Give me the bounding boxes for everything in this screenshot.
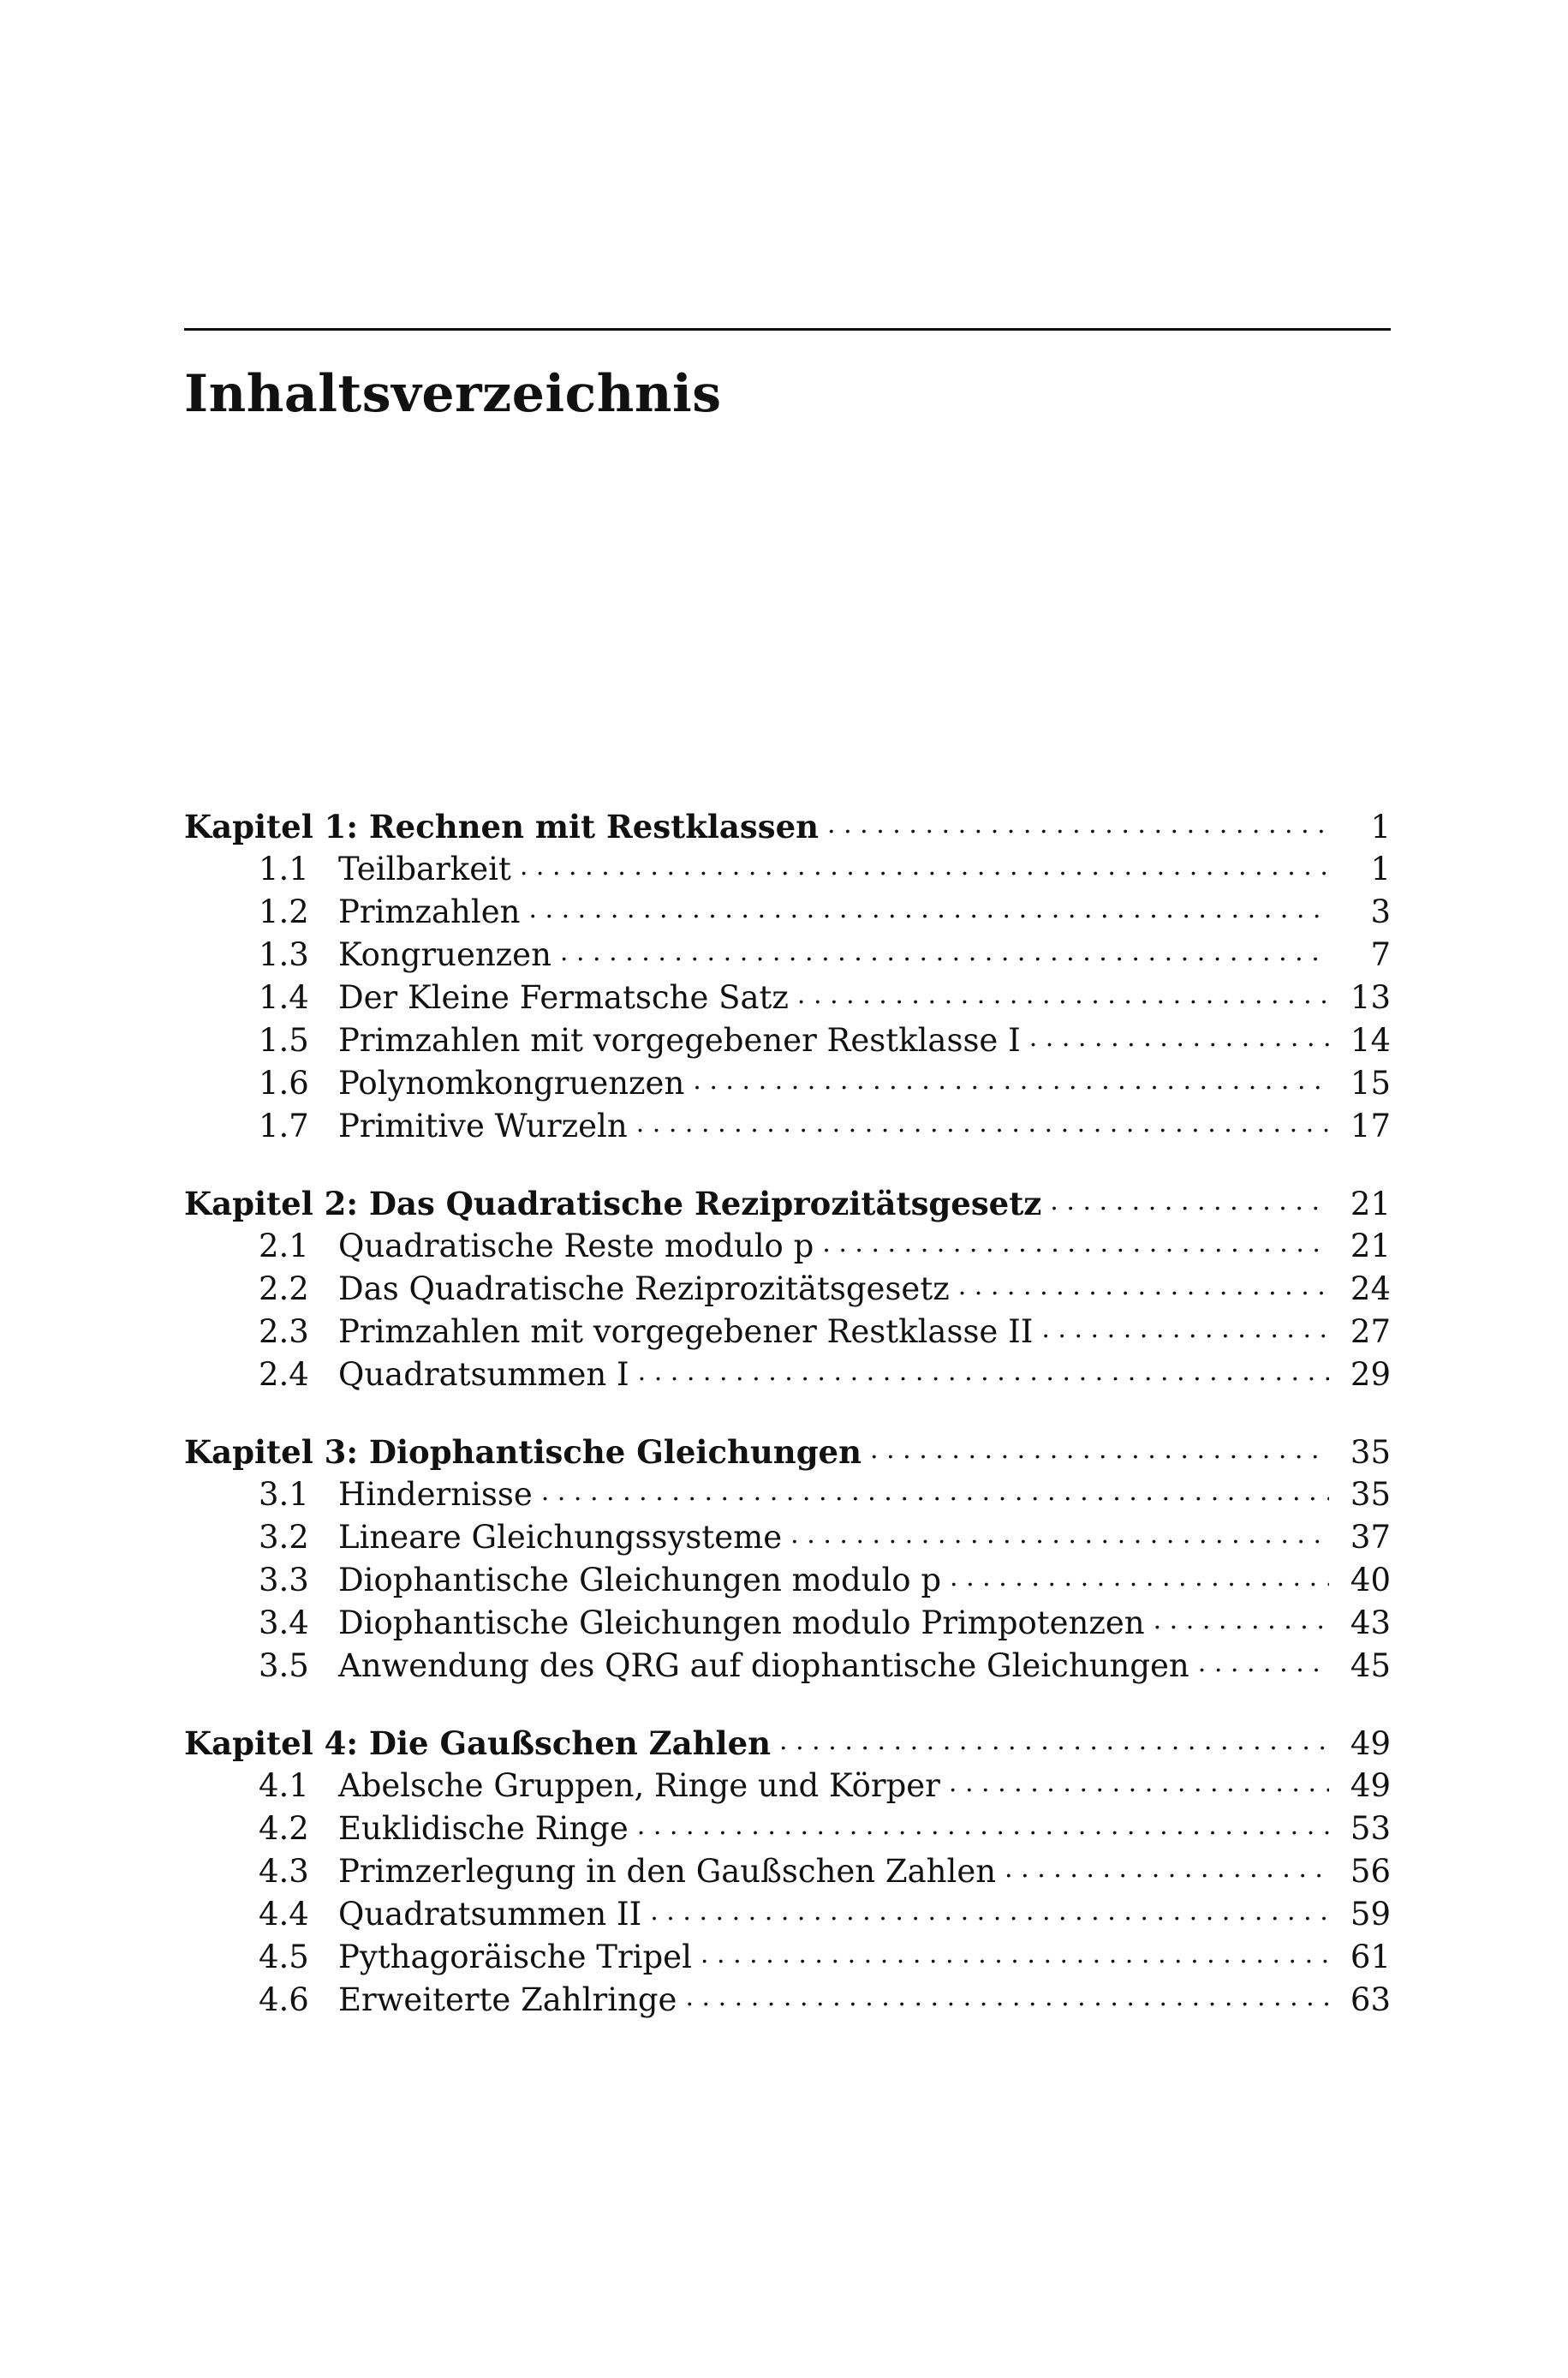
section-entry[interactable]	[184, 1473, 1391, 1516]
section-title: Euklidische Ringe	[338, 1810, 629, 1847]
section-number: 1.7	[259, 1108, 309, 1144]
section-entry[interactable]	[184, 1807, 1391, 1850]
section-number: 2.2	[259, 1270, 309, 1307]
leader-dots	[1041, 1306, 1329, 1351]
page-number: 35	[1350, 1434, 1391, 1471]
leader-dots	[701, 1931, 1329, 1976]
leader-dots	[650, 1888, 1329, 1933]
page-number: 29	[1350, 1356, 1391, 1393]
section-title: Quadratische Reste modulo p	[338, 1228, 814, 1264]
section-title: Primitive Wurzeln	[338, 1108, 628, 1144]
section-entry[interactable]	[184, 891, 1391, 934]
section-title: Teilbarkeit	[338, 851, 511, 887]
page-number: 15	[1350, 1065, 1391, 1102]
page-number: 3	[1370, 893, 1391, 930]
section-number: 4.2	[259, 1810, 309, 1847]
page-number: 53	[1350, 1810, 1391, 1847]
section-entry[interactable]	[184, 1062, 1391, 1105]
leader-dots	[950, 1554, 1329, 1599]
section-title: Quadratsummen II	[338, 1896, 642, 1933]
page-number: 59	[1350, 1896, 1391, 1933]
leader-dots	[1198, 1640, 1329, 1685]
section-number: 3.1	[259, 1476, 309, 1513]
leader-dots	[827, 800, 1329, 846]
chapter-title: Kapitel 1: Rechnen mit Restklassen	[184, 808, 820, 845]
leader-dots	[870, 1425, 1329, 1472]
section-title: Hindernisse	[338, 1476, 533, 1513]
page-number: 56	[1350, 1853, 1391, 1890]
leader-dots	[949, 1760, 1329, 1805]
section-number: 2.1	[259, 1228, 309, 1264]
section-title: Primzahlen mit vorgegebener Restklasse II	[338, 1313, 1034, 1350]
page-number: 40	[1350, 1562, 1391, 1598]
section-entry[interactable]	[184, 1311, 1391, 1353]
section-title: Der Kleine Fermatsche Satz	[338, 979, 789, 1016]
section-number: 4.6	[259, 1981, 309, 2018]
page-number: 14	[1350, 1022, 1391, 1059]
leader-dots	[528, 886, 1329, 931]
leader-dots	[637, 1802, 1329, 1848]
header-rule	[184, 328, 1391, 331]
section-entry[interactable]	[184, 848, 1391, 891]
section-number: 4.1	[259, 1767, 309, 1804]
section-number: 2.4	[259, 1356, 309, 1393]
page-number: 13	[1350, 979, 1391, 1016]
section-number: 3.2	[259, 1519, 309, 1556]
page-number: 45	[1350, 1647, 1391, 1684]
leader-dots	[560, 929, 1329, 974]
section-title: Abelsche Gruppen, Ringe und Körper	[338, 1767, 940, 1804]
chapter-entry[interactable]	[184, 1431, 1391, 1473]
leader-dots	[685, 1974, 1329, 2019]
section-number: 1.6	[259, 1065, 309, 1102]
section-title: Primzahlen	[338, 893, 521, 930]
section-entry[interactable]	[184, 1645, 1391, 1688]
section-title: Lineare Gleichungssysteme	[338, 1519, 783, 1556]
section-entry[interactable]	[184, 1019, 1391, 1062]
chapter-title: Kapitel 3: Diophantische Gleichungen	[184, 1433, 862, 1471]
page-number: 37	[1350, 1519, 1391, 1556]
chapter-entry[interactable]	[184, 1182, 1391, 1225]
page-number: 21	[1350, 1228, 1391, 1264]
leader-dots	[1005, 1845, 1329, 1891]
leader-dots	[822, 1220, 1329, 1265]
chapter-3	[184, 1431, 1391, 1688]
chapter-title: Kapitel 4: Die Gaußschen Zahlen	[184, 1724, 772, 1762]
section-number: 3.4	[259, 1604, 309, 1641]
page-number: 43	[1350, 1604, 1391, 1641]
leader-dots	[779, 1717, 1329, 1763]
section-entry[interactable]	[184, 1602, 1391, 1645]
section-entry[interactable]	[184, 1559, 1391, 1602]
section-title: Anwendung des QRG auf diophantische Gleichungen	[338, 1647, 1189, 1684]
page-number: 21	[1350, 1186, 1391, 1222]
leader-dots	[1050, 1177, 1329, 1223]
leader-dots	[797, 971, 1329, 1017]
section-number: 4.3	[259, 1853, 309, 1890]
section-title: Kongruenzen	[338, 936, 551, 973]
leader-dots	[790, 1511, 1329, 1556]
section-title: Das Quadratische Reziprozitätsgesetz	[338, 1270, 950, 1307]
section-entry[interactable]	[184, 1225, 1391, 1268]
section-entry[interactable]	[184, 1850, 1391, 1893]
section-entry[interactable]	[184, 977, 1391, 1019]
leader-dots	[693, 1057, 1329, 1102]
section-number: 4.4	[259, 1896, 309, 1933]
page-number: 17	[1350, 1108, 1391, 1144]
page-number: 7	[1370, 936, 1391, 973]
section-entry[interactable]	[184, 1979, 1391, 2022]
section-title: Pythagoräische Tripel	[338, 1939, 692, 1975]
chapter-title: Kapitel 2: Das Quadratische Reziprozitätsgesetz	[184, 1185, 1042, 1222]
page-number: 35	[1350, 1476, 1391, 1513]
section-title: Erweiterte Zahlringe	[338, 1981, 677, 2018]
section-number: 1.3	[259, 936, 309, 973]
section-entry[interactable]	[184, 1893, 1391, 1936]
chapter-1	[184, 805, 1391, 1148]
section-number: 1.5	[259, 1022, 309, 1059]
section-entry[interactable]	[184, 934, 1391, 977]
section-number: 3.5	[259, 1647, 309, 1684]
section-number: 1.4	[259, 979, 309, 1016]
section-title: Primzahlen mit vorgegebener Restklasse I	[338, 1022, 1021, 1059]
section-entry[interactable]	[184, 1765, 1391, 1807]
leader-dots	[636, 1100, 1329, 1145]
section-entry[interactable]	[184, 1516, 1391, 1559]
leader-dots	[1154, 1597, 1329, 1642]
section-title: Primzerlegung in den Gaußschen Zahlen	[338, 1853, 997, 1890]
leader-dots	[541, 1468, 1329, 1514]
section-entry[interactable]	[184, 1936, 1391, 1979]
section-title: Diophantische Gleichungen modulo p	[338, 1562, 942, 1598]
section-number: 2.3	[259, 1313, 309, 1350]
page-number: 24	[1350, 1270, 1391, 1307]
page-number: 61	[1350, 1939, 1391, 1975]
page-number: 49	[1350, 1767, 1391, 1804]
section-number: 3.3	[259, 1562, 309, 1598]
chapter-4	[184, 1722, 1391, 2022]
leader-dots	[958, 1263, 1329, 1308]
section-number: 4.5	[259, 1939, 309, 1975]
page-number: 63	[1350, 1981, 1391, 2018]
table-of-contents	[184, 805, 1391, 2056]
leader-dots	[638, 1348, 1329, 1394]
section-title: Quadratsummen I	[338, 1356, 629, 1393]
section-title: Polynomkongruenzen	[338, 1065, 685, 1102]
page-number: 1	[1370, 809, 1391, 845]
leader-dots	[520, 843, 1329, 888]
section-number: 1.2	[259, 893, 309, 930]
chapter-entry[interactable]	[184, 805, 1391, 848]
section-title: Diophantische Gleichungen modulo Primpotenzen	[338, 1604, 1145, 1641]
section-number: 1.1	[259, 851, 309, 887]
page-number: 49	[1350, 1725, 1391, 1762]
page-number: 1	[1370, 851, 1391, 887]
leader-dots	[1029, 1014, 1329, 1060]
page-title: Inhaltsverzeichnis	[184, 364, 722, 424]
page-number: 27	[1350, 1313, 1391, 1350]
section-entry[interactable]	[184, 1105, 1391, 1148]
chapter-entry[interactable]	[184, 1722, 1391, 1765]
section-entry[interactable]	[184, 1268, 1391, 1311]
section-entry[interactable]	[184, 1353, 1391, 1396]
chapter-2	[184, 1182, 1391, 1396]
